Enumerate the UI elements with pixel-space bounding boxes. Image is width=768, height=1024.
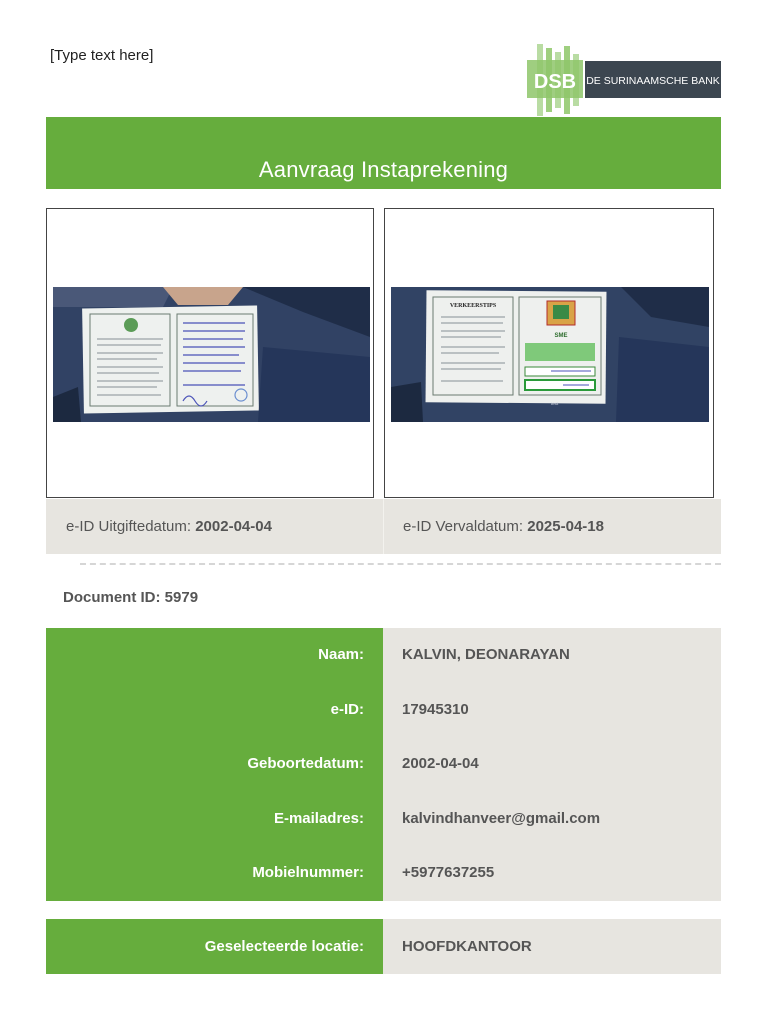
svg-text:text: text	[551, 401, 559, 406]
issue-date-cell	[46, 499, 383, 554]
location-value: HOOFDKANTOOR	[402, 938, 532, 955]
id-card-back-photo	[391, 287, 709, 422]
id-card-front-photo	[53, 287, 370, 422]
birthdate-value: 2002-04-04	[402, 755, 479, 773]
mobile-label: Mobielnummer:	[252, 864, 364, 882]
issue-date-value: 2002-04-04	[195, 518, 272, 535]
location-label: Geselecteerde locatie:	[204, 938, 364, 955]
logo-abbr: DSB	[533, 71, 577, 93]
email-value: kalvindhanveer@gmail.com	[402, 809, 601, 827]
eid-value: 17945310	[402, 700, 469, 718]
dsb-logo	[527, 44, 721, 116]
id-photo-frame-back	[384, 208, 714, 498]
mobile-value: +5977637255	[402, 864, 495, 882]
issue-date-label: e-ID Uitgiftedatum:	[66, 518, 192, 535]
page-title: Aanvraag Instaprekening	[258, 157, 509, 182]
logo-bank-name: DE SURINAAMSCHE BANK	[586, 75, 720, 87]
expiry-date-cell	[383, 499, 721, 554]
location-table	[46, 919, 721, 974]
expiry-date-label: e-ID Vervaldatum:	[403, 518, 524, 535]
applicant-info-table	[46, 628, 721, 901]
applicant-labels-column	[46, 628, 383, 901]
id-dates-strip	[46, 499, 721, 554]
eid-label: e-ID:	[330, 700, 364, 718]
name-label: Naam:	[318, 646, 364, 663]
location-label-cell	[46, 919, 383, 974]
svg-text:SME: SME	[554, 333, 568, 339]
document-id-value: 5979	[164, 589, 199, 606]
expiry-date-value: 2025-04-18	[527, 518, 604, 535]
applicant-values-column	[383, 628, 721, 901]
location-value-cell	[383, 919, 721, 974]
document-id	[63, 589, 198, 606]
document-id-label: Document ID:	[63, 589, 161, 606]
id-photo-frame-front	[46, 208, 374, 498]
header-placeholder-text: [Type text here]	[50, 47, 154, 64]
dashed-divider	[80, 563, 721, 565]
name-value: KALVIN, DEONARAYAN	[402, 646, 570, 663]
id-back-heading: VERKEERSTIPS	[449, 303, 497, 309]
email-label: E-mailadres:	[273, 809, 364, 827]
title-banner	[46, 117, 721, 189]
birthdate-label: Geboortedatum:	[247, 755, 364, 773]
